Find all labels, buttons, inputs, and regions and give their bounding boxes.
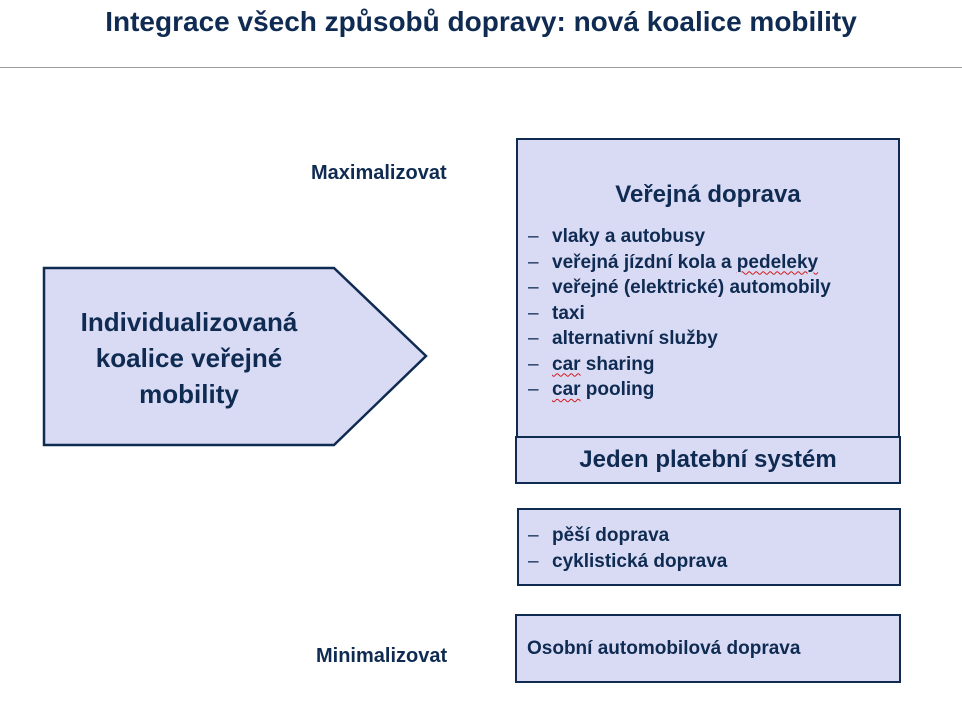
spellcheck-flagged-word: car [552,379,581,400]
title-divider [0,67,962,68]
list-item-text: vlaky a autobusy [552,226,706,247]
list-item [528,377,831,403]
car-transport-label: Osobní automobilová doprava [527,638,801,659]
list-item [528,250,831,276]
list-item [528,523,727,549]
list-item [528,301,831,327]
bullet-dash: – [528,226,539,247]
spellcheck-flagged-word: car [552,353,581,375]
chevron-line: koalice veřejné [95,343,283,373]
car-transport-box [515,614,901,683]
list-item [528,549,727,575]
chevron-label [44,304,334,412]
public-transport-box [516,138,900,438]
chevron-line: Individualizovaná [80,307,298,337]
list-item-text: sharing [580,353,655,375]
payment-system-box [515,436,901,484]
list-item-text: alternativní služby [552,328,718,349]
maximize-label: Maximalizovat [311,162,447,184]
list-item [528,224,831,250]
list-item-text: pooling [580,379,655,400]
list-item [528,352,831,378]
slide-title: Integrace všech způsobů dopravy: nová koalice mobility [105,6,857,37]
bullet-dash: – [528,277,539,298]
list-item [528,326,831,352]
active-transport-box [517,508,901,586]
list-item-text: taxi [552,302,585,324]
list-item-text: veřejná jízdní kola a [552,251,737,273]
list-item-text: pěší doprava [552,525,670,546]
list-item [528,275,831,301]
public-transport-title: Veřejná doprava [615,181,801,208]
chevron-line: mobility [139,379,239,409]
bullet-dash: – [528,379,539,400]
bullet-dash: – [528,550,539,572]
active-transport-list [528,523,727,574]
list-item-text: cyklistická doprava [552,550,728,572]
bullet-dash: – [528,302,539,324]
bullet-dash: – [528,353,539,375]
minimize-label: Minimalizovat [316,645,448,667]
public-transport-list [528,224,831,403]
spellcheck-flagged-word: pedeleky [736,251,819,273]
bullet-dash: – [528,525,539,546]
payment-system-label: Jeden platební systém [579,446,837,473]
list-item-text: veřejné (elektrické) automobily [552,277,831,298]
bullet-dash: – [528,328,539,349]
bullet-dash: – [528,251,539,273]
